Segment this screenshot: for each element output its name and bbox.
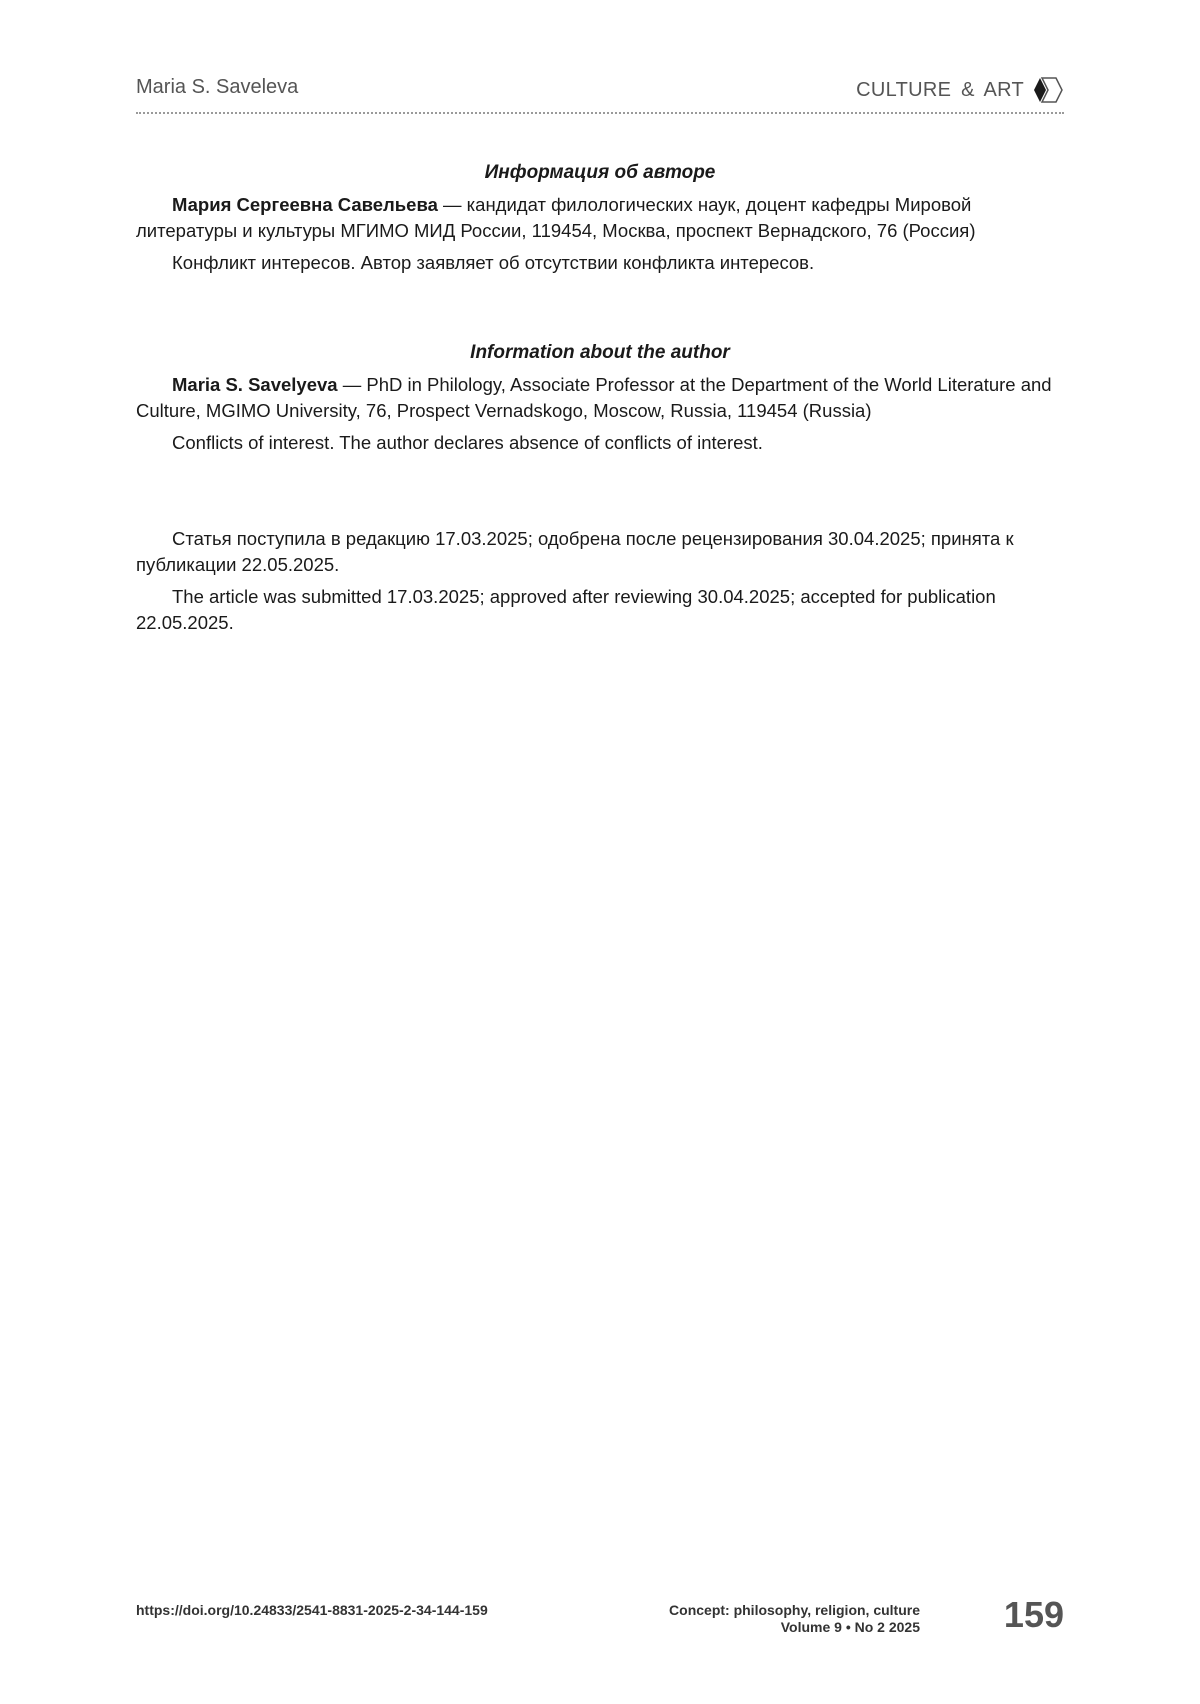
header-author: Maria S. Saveleva — [136, 76, 299, 98]
author-info-ru — [136, 160, 1064, 282]
author-info-heading-en: Information about the author — [470, 342, 730, 363]
submission-dates — [136, 526, 1064, 642]
author-description-ru — [136, 192, 1064, 244]
header-divider — [136, 112, 1064, 114]
conflict-statement-ru: Конфликт интересов. Автор заявляет об отсутствии конфликта интересов. — [172, 252, 815, 273]
author-affiliation-en: — PhD in Philology, Associate Professor at the Department of the World Literature and Culture, MGIMO University, 76, Prospect Vernadskogo, Moscow, Russia, 119454 (Russia) — [136, 374, 1052, 421]
submission-dates-ru: Статья поступила в редакцию 17.03.2025; одобрена после рецензирования 30.04.2025; принята к публикации 22.05.2025. — [136, 528, 1014, 575]
journal-title: Concept: philosophy, religion, culture — [669, 1602, 920, 1618]
journal-info — [669, 1602, 920, 1636]
author-name-en: Maria S. Savelyeva — [172, 374, 338, 395]
diamond-logo-icon — [1030, 76, 1064, 104]
running-header — [136, 76, 1064, 106]
journal-issue: Volume 9 • No 2 2025 — [780, 1619, 920, 1635]
header-section-group — [856, 76, 1064, 104]
author-affiliation-ru: — кандидат филологических наук, доцент кафедры Мировой литературы и культуры МГИМО МИД России, 119454, Москва, проспект Вернадского, 76 (Россия) — [136, 194, 976, 241]
page-number: 159 — [1003, 1594, 1064, 1635]
doi-link[interactable]: https://doi.org/10.24833/2541-8831-2025-2-34-144-159 — [136, 1602, 488, 1618]
submission-dates-en: The article was submitted 17.03.2025; approved after reviewing 30.04.2025; accepted for publication 22.05.2025. — [136, 586, 996, 633]
author-name-ru: Мария Сергеевна Савельева — [172, 194, 438, 215]
author-description-en — [136, 372, 1064, 424]
conflict-statement-en: Conflicts of interest. The author declares absence of conflicts of interest. — [172, 432, 763, 453]
author-info-heading-ru: Информация об авторе — [484, 162, 716, 183]
author-info-en — [136, 340, 1064, 462]
header-section: CULTURE & ART — [856, 78, 1024, 101]
